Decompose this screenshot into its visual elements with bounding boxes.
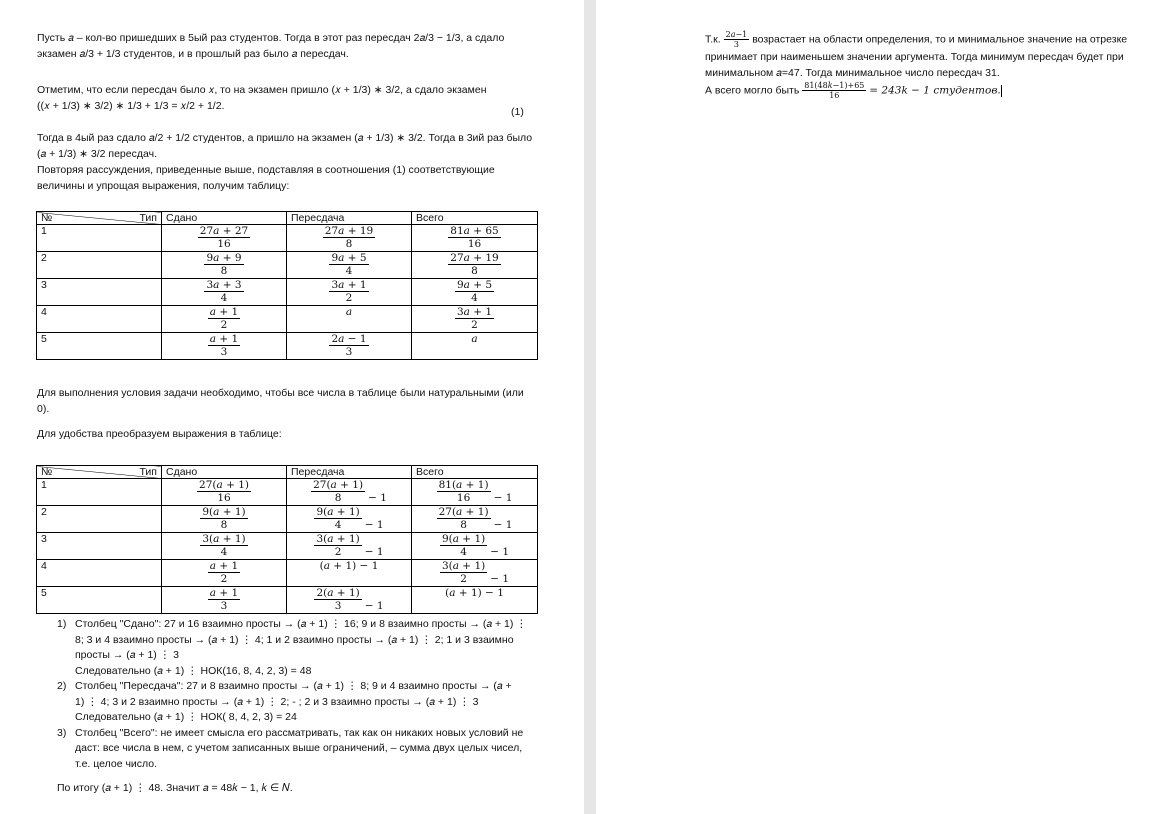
header-total: Всего (412, 212, 538, 225)
row-number: 5 (37, 333, 162, 360)
cell-total (412, 279, 538, 306)
paragraph-conclusion: По итогу (𝑎 + 1) ⋮ 48. Значит 𝑎 = 48𝑘 − 1, 𝑘 ∈ 𝑁. (57, 782, 293, 794)
list-item-line: Столбец "Пересдача": 27 и 8 взаимно просты → (𝑎 + 1) ⋮ 8; 9 и 4 взаимно просты → (𝑎 + (75, 680, 512, 692)
cell-passed (162, 506, 287, 533)
row-number: 2 (37, 252, 162, 279)
row-number: 4 (37, 306, 162, 333)
row-number: 3 (37, 279, 162, 306)
row-number: 1 (37, 225, 162, 252)
cell-total (412, 306, 538, 333)
fraction (208, 306, 240, 331)
table-row (37, 587, 538, 614)
cell-expression: 𝑎 (471, 333, 478, 345)
fraction (311, 479, 365, 504)
fraction-denominator: 2 (460, 573, 467, 585)
fraction-denominator: 16 (456, 492, 471, 504)
fraction-numerator: 3𝑎 + 1 (331, 279, 367, 291)
fraction (323, 225, 375, 250)
fraction (197, 479, 251, 504)
cell-minus-one: − 1 (490, 546, 510, 559)
cell-passed (162, 560, 287, 587)
fraction (208, 560, 240, 585)
list-item-line: Следовательно (𝑎 + 1) ⋮ НОК(16, 8, 4, 2, 3) = 48 (75, 664, 312, 677)
cell-minus-one: − 1 (490, 573, 510, 586)
fraction-numerator: 27𝑎 + 19 (324, 225, 374, 237)
reasoning-list (57, 617, 537, 772)
fraction-denominator: 4 (460, 546, 467, 558)
cell-minus-one: − 1 (493, 519, 513, 532)
fraction-denominator: 8 (345, 238, 353, 250)
fraction-numerator: 2𝑎−1 (725, 30, 748, 39)
cell-minus-one: − 1 (364, 600, 384, 613)
cell-retakes (287, 333, 412, 360)
cell-minus-one: − 1 (364, 519, 384, 532)
fraction-2a-minus-1-over-3 (724, 30, 750, 49)
list-item (57, 617, 537, 679)
document-page-right (596, 0, 1168, 814)
list-item-line: даст: все числа в нем, с учетом записанных выше ограничений, – сумма двух целых чисел, (75, 742, 523, 754)
fraction-numerator: 27(𝑎 + 1) (313, 479, 364, 491)
list-item-number: 1) (57, 618, 67, 630)
list-item-line: Столбец "Всего": не имеет смысла его рассматривать, так как он никаких новых условий не (75, 726, 524, 739)
fraction (448, 252, 500, 277)
cell-retakes (287, 506, 412, 533)
paragraph-intro-line2: экзамен 𝑎/3 + 1/3 студентов, и в прошлый раз было 𝑎 пересдач. (37, 48, 349, 60)
header-retakes: Пересдача (287, 466, 412, 479)
cell-total (412, 252, 538, 279)
paragraph-repeat-line1: Повторяя рассуждения, приведенные выше, подставляя в соотношения (1) соответствующие (37, 164, 495, 176)
line4-prefix: А всего могло быть (705, 84, 800, 97)
row-number: 1 (37, 479, 162, 506)
table-row (37, 506, 538, 533)
fraction-denominator: 8 (471, 265, 478, 277)
table-row (37, 279, 538, 306)
paragraph-natural-line2: 0). (37, 403, 50, 415)
fraction-numerator: 3(𝑎 + 1) (316, 533, 360, 545)
paragraph-intro-line1: Пусть 𝑎 – кол-во пришедших в 5ый раз студентов. Тогда в этот раз пересдач 2𝑎/3 − 1/3, а сдало (37, 32, 505, 44)
cell-total (412, 479, 538, 506)
fraction-denominator: 2 (220, 573, 228, 585)
fraction-numerator: 9(𝑎 + 1) (202, 506, 246, 518)
header-passed: Сдано (162, 212, 287, 225)
cell-expression: (𝑎 + 1) − 1 (319, 560, 379, 572)
fraction (204, 252, 243, 277)
fraction (440, 533, 487, 558)
fraction-numerator: 9𝑎 + 5 (331, 252, 367, 264)
fraction-denominator: 4 (345, 265, 353, 277)
cell-retakes (287, 306, 412, 333)
paragraph-relation-line1: Отметим, что если пересдач было 𝑥, то на экзамен пришло (𝑥 + 1/3) ∗ 3/2, а сдало экзамен (37, 84, 487, 96)
table-row (37, 225, 538, 252)
cell-retakes (287, 560, 412, 587)
table-row (37, 533, 538, 560)
row-number: 5 (37, 587, 162, 614)
fraction-numerator: 𝑎 + 1 (209, 333, 239, 345)
fraction-denominator: 3 (220, 600, 228, 612)
paragraph-minimum (705, 30, 1155, 100)
table-row (37, 252, 538, 279)
fraction-denominator: 8 (460, 519, 467, 531)
cell-minus-one: − 1 (493, 492, 513, 505)
cell-minus-one: − 1 (368, 492, 387, 505)
list-item (57, 679, 537, 726)
fraction-denominator: 3 (220, 346, 228, 358)
fraction-denominator: 4 (220, 546, 228, 558)
fraction (208, 333, 240, 358)
paragraph-intro (37, 30, 557, 62)
cell-retakes (287, 225, 412, 252)
cell-passed (162, 279, 287, 306)
fraction-total-formula (802, 81, 866, 100)
cell-total (412, 587, 538, 614)
fraction (437, 479, 491, 504)
fraction-numerator: 3𝑎 + 1 (456, 306, 493, 318)
fraction-denominator: 3 (345, 346, 353, 358)
fraction-denominator: 2 (220, 319, 228, 331)
cell-passed (162, 533, 287, 560)
paragraph-minimum-line1 (705, 30, 1155, 49)
paragraph-transform: Для удобства преобразуем выражения в таблице: (37, 428, 282, 440)
fraction-denominator: 4 (471, 292, 478, 304)
cell-passed (162, 333, 287, 360)
cell-retakes (287, 252, 412, 279)
fraction (208, 587, 240, 612)
fraction-denominator: 2 (345, 292, 353, 304)
fraction-numerator: 2(𝑎 + 1) (316, 587, 360, 599)
table-row (37, 479, 538, 506)
fraction-numerator: 9(𝑎 + 1) (316, 506, 360, 518)
fraction (204, 279, 243, 304)
fraction-numerator: 3(𝑎 + 1) (441, 560, 486, 572)
paragraph-minimum-line4 (705, 81, 1155, 100)
fraction (314, 533, 361, 558)
cell-total (412, 506, 538, 533)
list-item (57, 726, 537, 773)
fraction-numerator: 𝑎 + 1 (209, 560, 239, 572)
row-number: 2 (37, 506, 162, 533)
fraction-denominator: 8 (220, 519, 228, 531)
cell-total (412, 560, 538, 587)
fraction-denominator: 16 (467, 238, 482, 250)
paragraph-minimum-line2: принимает при наименьшем значении аргумента. Тогда минимум пересдач будет при (705, 51, 1124, 63)
line1-suffix: возрастает на области определения, то и минимальное значение на отрезке (752, 33, 1128, 46)
paragraph-fourth-line2: (𝑎 + 1/3) ∗ 3/2 пересдач. (37, 148, 157, 160)
paragraph-fourth-time (37, 130, 557, 194)
cell-retakes (287, 533, 412, 560)
header-retakes: Пересдача (287, 212, 412, 225)
fraction-numerator: 9𝑎 + 9 (206, 252, 242, 264)
list-item-line: 1) ⋮ 4; 3 и 2 взаимно просты → (𝑎 + 1) ⋮ 2; - ; 2 и 3 взаимно просты → (𝑎 + 1) ⋮ 3 (75, 695, 479, 708)
line4-suffix: = 243𝑘 − 1 студентов. (869, 84, 1001, 97)
cell-total (412, 533, 538, 560)
fraction-denominator: 2 (471, 319, 478, 331)
table-row (37, 560, 538, 587)
paragraph-relation-line2: ((𝑥 + 1/3) ∗ 3/2) ∗ 1/3 + 1/3 = 𝑥/2 + 1/2. (37, 100, 225, 112)
fraction-numerator: 3(𝑎 + 1) (202, 533, 246, 545)
paragraph-fourth-line1: Тогда в 4ый раз сдало 𝑎/2 + 1/2 студентов, а пришло на экзамен (𝑎 + 1/3) ∗ 3/2. Тогда в 3ий раз было (37, 132, 533, 144)
table-row (37, 333, 538, 360)
table-original (36, 211, 538, 360)
fraction (440, 560, 487, 585)
fraction-denominator: 3 (733, 40, 739, 49)
fraction-denominator: 8 (334, 492, 342, 504)
list-item-line: 8; 3 и 4 взаимно просты → (𝑎 + 1) ⋮ 4; 1 и 2 взаимно просты → (𝑎 + 1) ⋮ 2; 1 и 3 взаимно (75, 633, 514, 646)
fraction (200, 533, 247, 558)
header-diagonal-cell (37, 466, 162, 479)
fraction (437, 506, 491, 531)
fraction-numerator: 3𝑎 + 3 (206, 279, 242, 291)
fraction (329, 333, 368, 358)
equation-number: (1) (511, 106, 524, 118)
fraction-denominator: 3 (334, 600, 342, 612)
list-item-number: 3) (57, 726, 67, 739)
header-passed: Сдано (162, 466, 287, 479)
header-type: Тип (139, 466, 157, 478)
fraction-numerator: 81(48𝑘−1)+65 (804, 81, 865, 90)
header-number: № (41, 466, 53, 478)
cell-minus-one: − 1 (364, 546, 384, 559)
fraction (200, 506, 247, 531)
cell-passed (162, 587, 287, 614)
line1-prefix: Т.к. (705, 33, 721, 46)
fraction (198, 225, 250, 250)
paragraph-minimum-line3: минимальном 𝑎=47. Тогда минимальное число пересдач 31. (705, 67, 1000, 79)
fraction-denominator: 2 (334, 546, 342, 558)
header-number: № (41, 212, 53, 224)
fraction-numerator: 9𝑎 + 5 (456, 279, 493, 291)
text-cursor[interactable] (1001, 85, 1002, 97)
fraction-numerator: 27(𝑎 + 1) (438, 506, 489, 518)
fraction-denominator: 16 (217, 238, 231, 250)
cell-expression: 𝑎 (345, 306, 353, 318)
fraction-numerator: 27𝑎 + 27 (199, 225, 249, 237)
row-number: 4 (37, 560, 162, 587)
cell-retakes (287, 479, 412, 506)
header-diagonal-cell (37, 212, 162, 225)
fraction-denominator: 8 (220, 265, 228, 277)
fraction-numerator: 9(𝑎 + 1) (441, 533, 486, 545)
cell-retakes (287, 587, 412, 614)
fraction-numerator: 𝑎 + 1 (209, 306, 239, 318)
fraction-numerator: 𝑎 + 1 (209, 587, 239, 599)
cell-passed (162, 479, 287, 506)
fraction-numerator: 2𝑎 − 1 (331, 333, 367, 345)
fraction (314, 506, 361, 531)
fraction (455, 279, 494, 304)
fraction-denominator: 4 (220, 292, 228, 304)
list-item-line: т.е. целое число. (75, 757, 158, 770)
fraction (314, 587, 361, 612)
fraction-numerator: 81𝑎 + 65 (450, 225, 499, 237)
table-header-row (37, 466, 538, 479)
row-number: 3 (37, 533, 162, 560)
list-item-line: Столбец "Сдано": 27 и 16 взаимно просты → (𝑎 + 1) ⋮ 16; 9 и 8 взаимно просты → (𝑎 + 1) ⋮ (75, 618, 527, 630)
fraction (455, 306, 494, 331)
table-transformed (36, 465, 538, 614)
fraction-denominator: 16 (829, 91, 840, 100)
list-item-number: 2) (57, 680, 67, 692)
paragraph-relation (37, 82, 557, 114)
fraction (329, 279, 368, 304)
table-row (37, 306, 538, 333)
header-type: Тип (139, 212, 157, 224)
cell-passed (162, 306, 287, 333)
cell-total (412, 333, 538, 360)
cell-passed (162, 225, 287, 252)
fraction-numerator: 27(𝑎 + 1) (199, 479, 249, 491)
cell-total (412, 225, 538, 252)
table-header-row (37, 212, 538, 225)
list-item-line: Следовательно (𝑎 + 1) ⋮ НОК( 8, 4, 2, 3) = 24 (75, 711, 297, 723)
paragraph-natural-condition (37, 385, 557, 417)
fraction (448, 225, 500, 250)
cell-retakes (287, 279, 412, 306)
list-item-line: просты → (𝑎 + 1) ⋮ 3 (75, 649, 179, 661)
fraction-numerator: 81(𝑎 + 1) (438, 479, 489, 491)
fraction-denominator: 4 (334, 519, 342, 531)
cell-expression: (𝑎 + 1) − 1 (445, 587, 504, 599)
fraction (329, 252, 368, 277)
paragraph-natural-line1: Для выполнения условия задачи необходимо, чтобы все числа в таблице были натуральными (или (37, 387, 524, 399)
fraction-numerator: 27𝑎 + 19 (450, 252, 499, 264)
cell-passed (162, 252, 287, 279)
paragraph-repeat-line2: величины и упрощая выражения, получим таблицу: (37, 180, 290, 192)
fraction-denominator: 16 (217, 492, 231, 504)
header-total: Всего (412, 466, 538, 479)
